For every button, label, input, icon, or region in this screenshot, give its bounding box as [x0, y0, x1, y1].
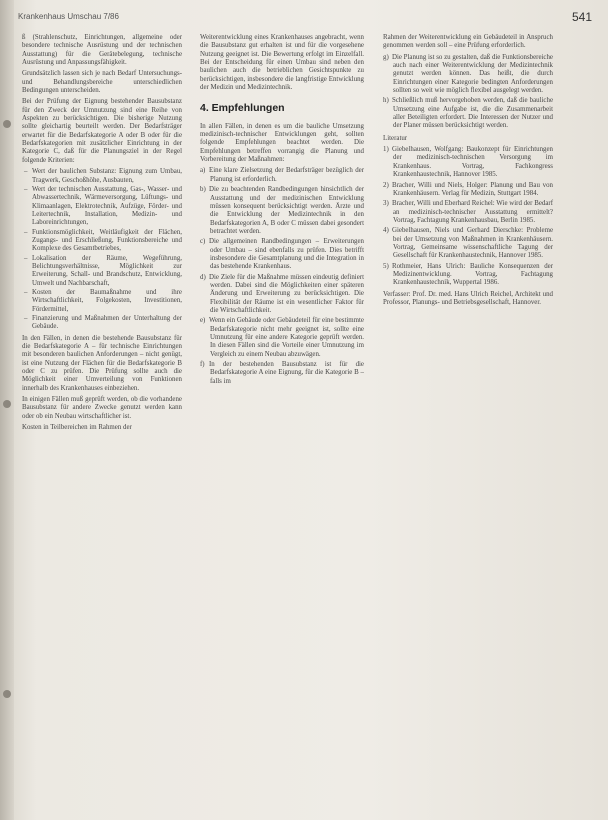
item-marker: 1) [383, 146, 389, 154]
item-text: Bracher, Willi und Eberhard Reichel: Wie wird der Bedarf an medizinisch-technischer Ausstattung ermittelt? Vortrag, Fachtagung Krankenhausbau, Berlin 1985. [392, 200, 553, 224]
paragraph: Rahmen der Weiterentwicklung ein Gebäudeteil in Anspruch genommen werden soll – eine Prüfung erforderlich. [383, 34, 553, 50]
punch-hole [3, 690, 11, 698]
recommendation-list [383, 54, 553, 131]
item-text: Giebelhausen, Niels und Gerhard Dierschke: Probleme bei der Umsetzung von Maßnahmen in Krankenhäusern. Vortrag, Gemeinsame wissenschaftliche Tagung der Gesellschaft für Krankenhaustechnik, Hannover 1985. [392, 227, 553, 260]
list-item [200, 238, 364, 271]
item-text: Die allgemeinen Randbedingungen – Erweiterungen oder Umbau – sind ebenfalls zu prüfen. Dies betrifft insbesondere die Gesamtplanung und die Integration in das bestehende Krankenhaus. [209, 238, 364, 271]
list-item [383, 53, 553, 96]
paragraph: ß (Strahlenschutz, Einrichtungen, allgemeine oder besondere technische Ausrüstung und der technischen Ausstattung) für die Gerätebelegung, technische Ausrüstung und Anpassungsfähigkeit. [22, 34, 182, 67]
paragraph: In einigen Fällen muß geprüft werden, ob die vorhandene Bausubstanz für andere Zwecke genutzt werden kann oder ob ein Neubau wirtschaftlicher ist. [22, 396, 182, 420]
list-item [383, 97, 553, 130]
reference-item [383, 146, 553, 179]
list-item [200, 317, 364, 359]
section-heading: 4. Empfehlungen [200, 102, 285, 115]
reference-list [383, 146, 553, 288]
item-text: Wenn ein Gebäude oder Gebäudeteil für eine bestimmte Bedarfskategorie nicht mehr geeignet ist, sollte eine Umnutzung für eine andere Kategorie geprüft werden. In diesen Fällen sind die Vorteile einer Umnutzung im Vergleich zu einem Neubau abzuwägen. [209, 317, 364, 358]
list-item: – Funktionsmöglichkeit, Weitläufigkeit der Flächen, Zugangs- und Erschließung, Funktionsbereiche und Komplexe des Gesamtbetriebes, [32, 229, 182, 254]
literature-heading: Literatur [383, 134, 408, 142]
reference-item [383, 262, 553, 288]
column-2 [200, 34, 364, 389]
paragraph: Kosten in Teilbereichen im Rahmen der [22, 424, 132, 432]
list-item: – Finanzierung und Maßnahmen der Unterhaltung der Gebäude. [32, 315, 182, 332]
author-note: Verfasser: Prof. Dr. med. Hans Ulrich Reichel, Architekt und Professor, Planungs- und Betriebsgesellschaft, Hannover. [383, 290, 553, 306]
list-item: – Wert der baulichen Substanz: Eignung zum Umbau, Tragwerk, Geschoßhöhe, Ausbauten, [32, 168, 182, 185]
recommendation-list [200, 167, 364, 386]
column-3 [383, 34, 553, 310]
item-text: Rothmeier, Hans Ulrich: Bauliche Konsequenzen der Medizinentwicklung. Vortrag, Fachtagung Krankenhaustechnik, Wuppertal 1986. [392, 262, 553, 287]
paragraph: In allen Fällen, in denen es um die bauliche Umsetzung medizinisch-technischer Entwicklungen geht, sollten folgende Empfehlungen beachtet werden. Die Empfehlungen betreffen vorrangig die Planung und Vorbereitung der Maßnahmen: [200, 122, 364, 164]
item-text: Die Planung ist so zu gestalten, daß die Funktionsbereiche auch nach einer Weiterentwicklung der Medizintechnik genutzt werden können. Das heißt, die durch Einrichtungen einer Kategorie bedingten Anforderungen sollten so weit wie möglich flexibel ausgelegt werden. [392, 53, 553, 95]
item-marker: 3) [383, 200, 389, 208]
item-text: Die zu beachtenden Randbedingungen hinsichtlich der Ausstattung und der medizinischen Entwicklung müssen konsequent berücksichtigt werden. Ärzte und die Entwicklung der Medizintechnik in den Bedarfskategorien A, B oder C müssen dabei gesondert betrachtet werden. [209, 186, 364, 235]
item-text: Eine klare Zielsetzung der Bedarfsträger bezüglich der Planung ist erforderlich. [209, 167, 364, 183]
item-text: Giebelhausen, Wolfgang: Baukonzept für Einrichtungen der medizinisch-technischen Versorgung im Krankenhaus. Vortrag, Fachkongress Krankenhaustechnik, Hannover 1985. [392, 146, 553, 179]
paragraph: Grundsätzlich lassen sich je nach Bedarf Untersuchungs- und Behandlungsbereiche unterschiedlichen Bedingungen unterscheiden. [22, 70, 182, 95]
item-text: Die Ziele für die Maßnahme müssen eindeutig definiert werden. Dabei sind die Möglichkeiten einer späteren Änderung und Erweiterung zu berücksichtigen. Die Flexibilität der Räume ist ein wesentlicher Faktor für die Wirtschaftlichkeit. [209, 273, 364, 314]
paragraph: In den Fällen, in denen die bestehende Bausubstanz für die Bedarfskategorie A – für technische Einrichtungen mit besonderen baulichen Anforderungen – nicht genügt, ist eine Nutzung der Flächen für die Bedarfskategorie B oder C zu prüfen. Die Prüfung sollte auch die Möglichkeit einer Umverteilung von Funktionen innerhalb des Krankenhauses einbeziehen. [22, 334, 182, 392]
punch-hole [3, 120, 11, 128]
reference-item [383, 181, 553, 199]
item-text: In der bestehenden Bausubstanz ist für die Bedarfskategorie A eine Eignung, für die Kategorie B – falls im [209, 361, 364, 385]
list-item [200, 273, 364, 316]
paragraph: Bei der Prüfung der Eignung bestehender Bausubstanz für den Zweck der Umnutzung sind eine Reihe von Aspekten zu berücksichtigen. Die bisherige Nutzung sollte gleichartig beurteilt werden. Der Bedarfsträger erwartet für die Bedarfskategorie A oder B oder für die Bedarfskategorien mit zusätzlicher Einrichtung in der Kategorie C, daß für die Planungsziel in der Regel folgende Kriterien: [22, 98, 182, 164]
list-item: – Wert der technischen Ausstattung, Gas-, Wasser- und Abwassertechnik, Wärmeversorgung, Lüftungs- und Klimaanlagen, Elektrotechnik, Aufzüge, Förder- und Leitertechnik, Installation, Medizin- und Laboreinrichtungen, [32, 186, 182, 228]
list-item [200, 167, 364, 184]
item-marker: f) [200, 361, 205, 369]
page-number: 541 [571, 10, 592, 24]
item-marker: g) [383, 53, 389, 61]
item-marker: 4) [383, 227, 389, 235]
reference-item [383, 200, 553, 225]
item-marker: c) [200, 238, 206, 246]
item-marker: a) [200, 167, 206, 175]
column-1 [22, 34, 182, 435]
item-marker: 5) [383, 262, 389, 270]
item-marker: e) [200, 317, 206, 325]
punch-hole [3, 400, 11, 408]
binding-spine [0, 0, 14, 820]
criteria-list [22, 168, 182, 332]
item-marker: b) [200, 186, 206, 194]
list-item: – Kosten der Baumaßnahme und ihre Wirtschaftlichkeit, Folgekosten, Investitionen, Fördermittel, [32, 289, 182, 314]
item-text: Schließlich muß hervorgehoben werden, daß die bauliche Umsetzung eine Aufgabe ist, die die Zusammenarbeit aller Beteiligten erfordert. Die Interessen der Nutzer und der Planer müssen berücksichtigt werden. [392, 97, 553, 130]
paragraph: Weiterentwicklung eines Krankenhauses angebracht, wenn die Bausubstanz gut erhalten ist und für die vorgesehene Nutzung geeignet ist. Die Bewertung erfolgt im Einzelfall. Bei der Entscheidung für einen Umbau sind neben den baulichen auch die betrieblichen Gesichtspunkte zu berücksichtigen, insbesondere die langfristige Entwicklung der Medizin und Medizintechnik. [200, 34, 364, 92]
list-item: – Lokalisation der Räume, Wegeführung, Belichtungsverhältnisse, Möglichkeit zur Erweiterung, Schall- und Brandschutz, Entwicklung, Umwelt und Nachbarschaft, [32, 255, 182, 288]
list-item [200, 361, 364, 386]
journal-title: Krankenhaus Umschau 7/86 [18, 12, 119, 21]
item-marker: 2) [383, 181, 389, 189]
item-marker: h) [383, 97, 389, 105]
item-marker: d) [200, 273, 206, 281]
reference-item [383, 227, 553, 260]
page-header [18, 10, 592, 26]
item-text: Bracher, Willi und Niels, Holger: Planung und Bau von Krankenhäusern. Verlag für Medizin, Stuttgart 1984. [392, 181, 553, 197]
list-item [200, 186, 364, 236]
